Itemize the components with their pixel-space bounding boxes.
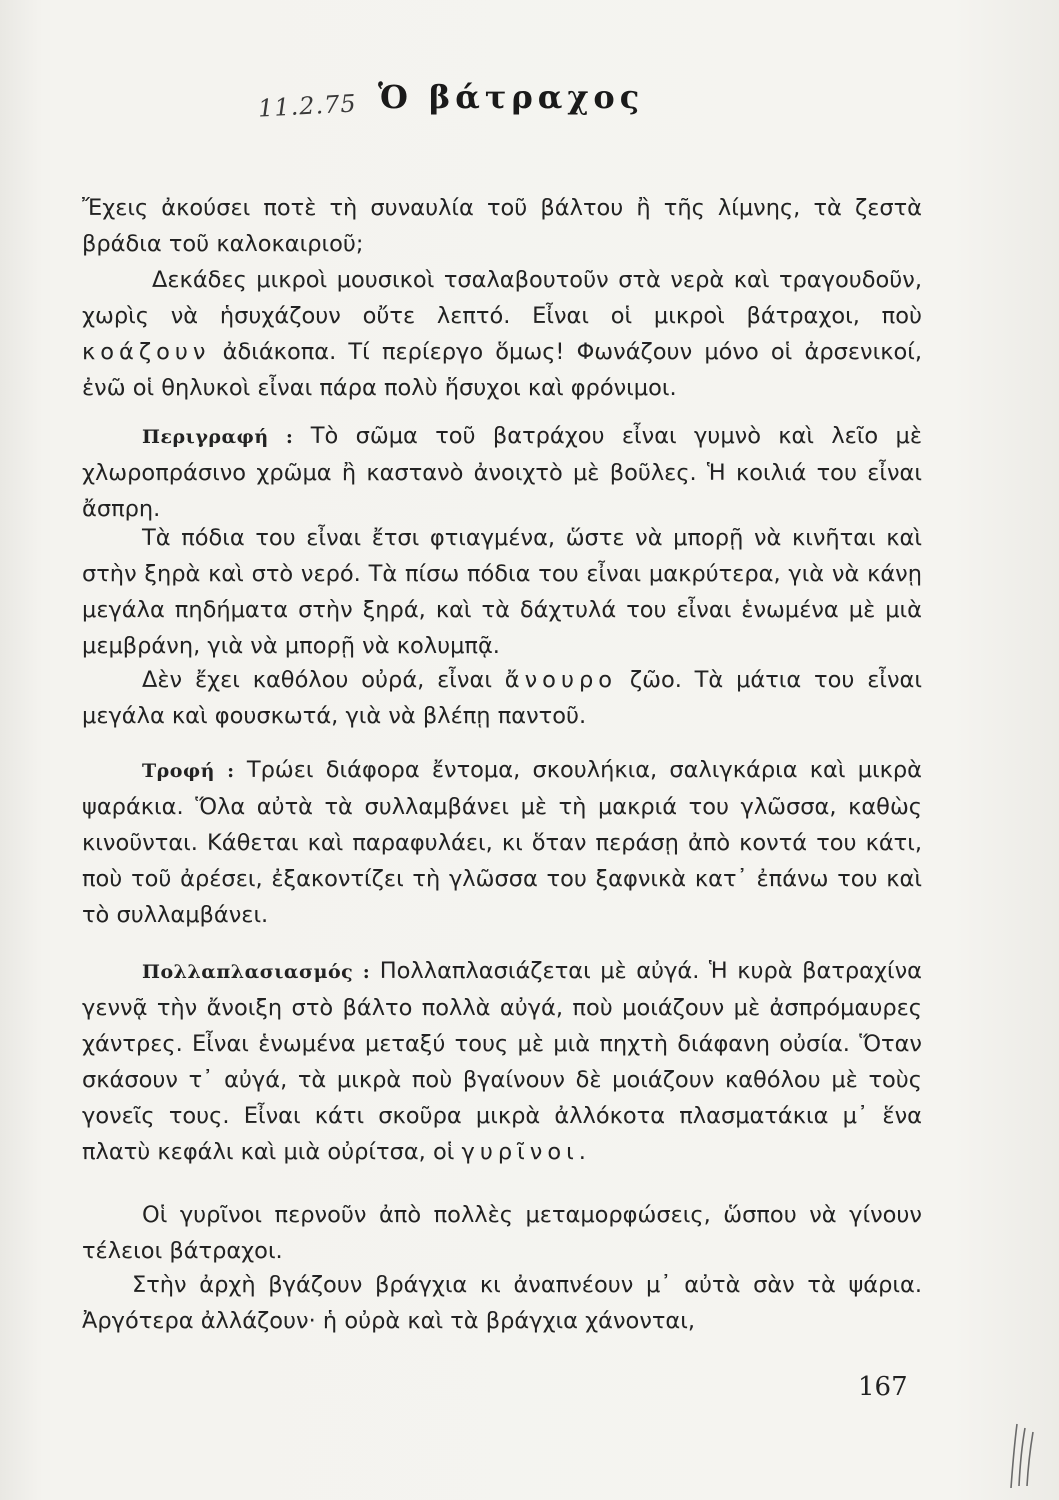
emphasized-word: γυρῖνοι. [461, 1139, 591, 1165]
paragraph-tail [82, 662, 922, 734]
paragraph-text: Τρώει διάφορα ἔντομα, σκουλήκια, σαλιγκάρια καὶ μικρὰ ψαράκια. Ὅλα αὐτὰ τὰ συλλαμβάνει μὲ τὴ μακριά του γλῶσσα, καθὼς κινοῦνται. Κάθεται καὶ παραφυλάει, κι ὅταν περάσῃ ἀπὸ κοντά του κάτι, ποὺ τοῦ ἀρέσει, ἐξακοντίζει τὴ γλῶσσα του ξαφνικὰ κατ᾿ ἐπάνω του καὶ τὸ συλλαμβάνει. [82, 757, 922, 928]
emphasized-word: κοάζουν [82, 339, 211, 365]
paragraph-croaking [82, 262, 922, 406]
section-heading-food: Τροφή : [142, 760, 235, 782]
paragraph-text: Τὸ σῶμα τοῦ βατράχου εἶναι γυμνὸ καὶ λεῖο μὲ χλωροπράσινο χρῶμα ἢ καστανὸ ἀνοιχτὸ μὲ βοῦλες. Ἡ κοιλιά του εἶναι ἄσπρη. [82, 423, 923, 522]
paragraph-intro [82, 190, 922, 262]
paragraph-metamorphosis [82, 1197, 922, 1269]
section-heading-reproduction: Πολλαπλασιασμός : [142, 961, 371, 983]
paragraph-description [82, 418, 922, 527]
paragraph-gills [82, 1267, 922, 1339]
paragraph-text: Οἱ γυρῖνοι περνοῦν ἀπὸ πολλὲς μεταμορφώσεις, ὥσπου νὰ γίνουν τέλειοι βάτραχοι. [82, 1202, 922, 1264]
paragraph-legs [82, 520, 922, 664]
page-number: 167 [858, 1372, 908, 1402]
paragraph-text: Ἔχεις ἀκούσει ποτὲ τὴ συναυλία τοῦ βάλτου ἢ τῆς λίμνης, τὰ ζεστὰ βράδια τοῦ καλοκαιριοῦ; [82, 195, 922, 257]
paragraph-text: Δὲν ἔχει καθόλου οὐρά, εἶναι [142, 667, 492, 693]
paragraph-reproduction [82, 953, 922, 1170]
paragraph-text: Δεκάδες μικροὶ μουσικοὶ τσαλαβουτοῦν στὰ νερὰ καὶ τραγουδοῦν, χωρὶς νὰ ἡσυχάζουν οὔτε λεπτό. Εἶναι οἱ μικροὶ βάτραχοι, ποὺ [82, 267, 922, 329]
pencil-scribble-icon [1005, 1420, 1039, 1490]
paragraph-text: Πολλαπλασιάζεται μὲ αὐγά. Ἡ κυρὰ βατραχίνα γεννᾷ τὴν ἄνοιξη στὸ βάλτο πολλὰ αὐγά, ποὺ μοιάζουν μὲ ἀσπρόμαυρες χάντρες. Εἶναι ἑνωμένα μεταξύ τους μὲ μιὰ πηχτὴ διάφανη οὐσία. Ὅταν σκάσουν τ᾿ αὐγά, τὰ μικρὰ ποὺ βγαίνουν δὲ μοιάζουν καθόλου μὲ τοὺς γονεῖς τους. Εἶναι κάτι σκοῦρα μικρὰ ἀλλόκοτα πλασματάκια μ᾿ ἕνα πλατὺ κεφάλι καὶ μιὰ οὐρίτσα, οἱ [82, 958, 922, 1165]
page-title: Ὁ βάτραχος [378, 78, 645, 116]
paragraph-text: ζῶο. Τὰ μάτια του εἶναι μεγάλα καὶ φουσκωτά, γιὰ νὰ βλέπῃ παντοῦ. [82, 667, 923, 729]
handwritten-note: 11.2.75 [257, 89, 358, 123]
emphasized-word: ἄνουρο [504, 667, 618, 693]
paragraph-food [82, 752, 922, 933]
paragraph-text: Στὴν ἀρχὴ βγάζουν βράγχια κι ἀναπνέουν μ᾿ αὐτὰ σὰν τὰ ψάρια. Ἀργότερα ἀλλάζουν· ἡ οὐρὰ καὶ τὰ βράγχια χάνονται, [82, 1272, 922, 1334]
paragraph-text: ἀδιάκοπα. Τί περίεργο ὅμως! Φωνάζουν μόνο οἱ ἀρσενικοί, ἐνῶ οἱ θηλυκοὶ εἶναι πάρα πολὺ ἥσυχοι καὶ φρόνιμοι. [82, 339, 922, 401]
section-heading-description: Περιγραφή : [142, 426, 294, 448]
paragraph-text: Τὰ πόδια του εἶναι ἔτσι φτιαγμένα, ὥστε νὰ μπορῇ νὰ κινῆται καὶ στὴν ξηρὰ καὶ στὸ νερό. Τὰ πίσω πόδια του εἶναι μακρύτερα, γιὰ νὰ κάνῃ μεγάλα πηδήματα στὴν ξηρά, καὶ τὰ δάχτυλά του εἶναι ἑνωμένα μὲ μιὰ μεμβράνη, γιὰ νὰ μπορῇ νὰ κολυμπᾷ. [82, 525, 922, 659]
